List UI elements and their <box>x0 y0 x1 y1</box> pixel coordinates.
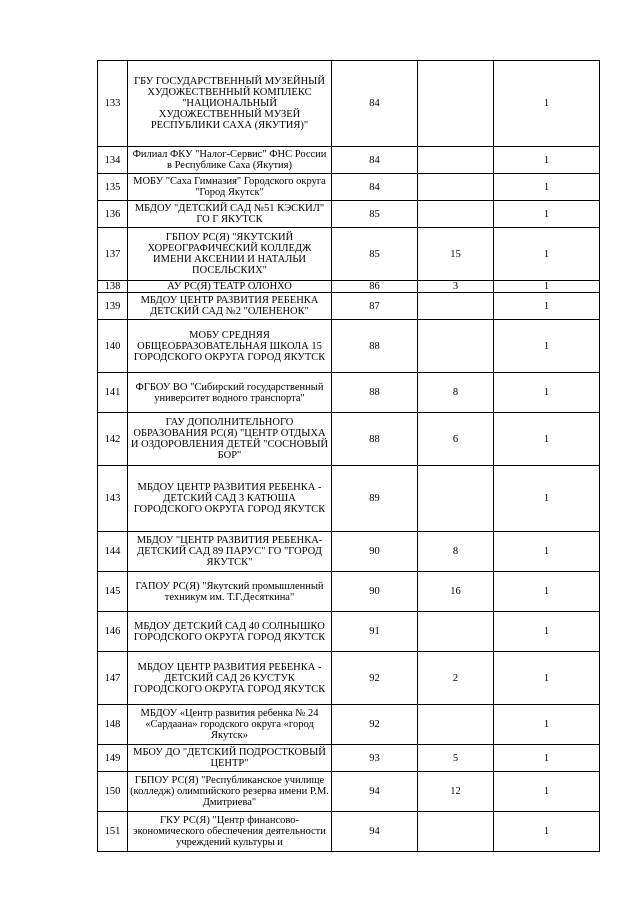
value-column-4: 3 <box>418 281 494 293</box>
value-column-5: 1 <box>494 320 600 373</box>
value-column-4: 12 <box>418 772 494 812</box>
row-number: 135 <box>98 174 128 201</box>
row-number: 141 <box>98 373 128 413</box>
table-row <box>98 466 600 532</box>
value-column-4: 6 <box>418 413 494 466</box>
row-number: 150 <box>98 772 128 812</box>
value-column-5: 1 <box>494 612 600 652</box>
row-number: 133 <box>98 61 128 147</box>
table-row <box>98 281 600 293</box>
row-number: 143 <box>98 466 128 532</box>
value-column-4 <box>418 61 494 147</box>
value-column-3: 87 <box>332 293 418 320</box>
organization-name: ГБУ ГОСУДАРСТВЕННЫЙ МУЗЕЙНЫЙ ХУДОЖЕСТВЕННЫЙ КОМПЛЕКС "НАЦИОНАЛЬНЫЙ ХУДОЖЕСТВЕННЫЙ МУЗЕЙ РЕСПУБЛИКИ САХА (ЯКУТИЯ)" <box>128 61 332 147</box>
row-number: 146 <box>98 612 128 652</box>
value-column-5: 1 <box>494 373 600 413</box>
value-column-3: 92 <box>332 652 418 705</box>
table-body <box>98 61 600 852</box>
value-column-4 <box>418 174 494 201</box>
value-column-3: 93 <box>332 745 418 772</box>
value-column-4: 8 <box>418 532 494 572</box>
organization-name: ГКУ РС(Я) "Центр финансово-экономического обеспечения деятельности учреждений культуры и <box>128 812 332 852</box>
value-column-3: 84 <box>332 174 418 201</box>
value-column-4 <box>418 705 494 745</box>
row-number: 149 <box>98 745 128 772</box>
row-number: 139 <box>98 293 128 320</box>
value-column-3: 88 <box>332 413 418 466</box>
value-column-4: 2 <box>418 652 494 705</box>
row-number: 134 <box>98 147 128 174</box>
value-column-3: 85 <box>332 228 418 281</box>
organization-name: МБДОУ ЦЕНТР РАЗВИТИЯ РЕБЕНКА - ДЕТСКИЙ САД 3 КАТЮША ГОРОДСКОГО ОКРУГА ГОРОД ЯКУТСК <box>128 466 332 532</box>
value-column-5: 1 <box>494 281 600 293</box>
organization-name: МБДОУ "ЦЕНТР РАЗВИТИЯ РЕБЕНКА-ДЕТСКИЙ САД 89 ПАРУС" ГО "ГОРОД ЯКУТСК" <box>128 532 332 572</box>
organization-name: МБДОУ ЦЕНТР РАЗВИТИЯ РЕБЕНКА ДЕТСКИЙ САД №2 "ОЛЕНЕНОК" <box>128 293 332 320</box>
organization-name: ГАПОУ РС(Я) "Якутский промышленный техникум им. Т.Г.Десяткина" <box>128 572 332 612</box>
value-column-5: 1 <box>494 147 600 174</box>
table-row <box>98 532 600 572</box>
row-number: 140 <box>98 320 128 373</box>
value-column-3: 94 <box>332 772 418 812</box>
row-number: 151 <box>98 812 128 852</box>
row-number: 138 <box>98 281 128 293</box>
value-column-3: 90 <box>332 532 418 572</box>
table-row <box>98 745 600 772</box>
row-number: 144 <box>98 532 128 572</box>
organization-name: МБДОУ ЦЕНТР РАЗВИТИЯ РЕБЕНКА - ДЕТСКИЙ САД 26 КУСТУК ГОРОДСКОГО ОКРУГА ГОРОД ЯКУТСК <box>128 652 332 705</box>
row-number: 148 <box>98 705 128 745</box>
organization-name: МБОУ ДО "ДЕТСКИЙ ПОДРОСТКОВЫЙ ЦЕНТР" <box>128 745 332 772</box>
value-column-3: 85 <box>332 201 418 228</box>
row-number: 136 <box>98 201 128 228</box>
value-column-3: 84 <box>332 61 418 147</box>
value-column-4 <box>418 612 494 652</box>
table-row <box>98 373 600 413</box>
value-column-5: 1 <box>494 174 600 201</box>
value-column-4: 5 <box>418 745 494 772</box>
row-number: 145 <box>98 572 128 612</box>
value-column-4 <box>418 812 494 852</box>
value-column-5: 1 <box>494 812 600 852</box>
table-row <box>98 772 600 812</box>
organization-name: АУ РС(Я) ТЕАТР ОЛОНХО <box>128 281 332 293</box>
organization-name: МОБУ "Саха Гимназия" Городского округа "Город Якутск" <box>128 174 332 201</box>
value-column-3: 91 <box>332 612 418 652</box>
value-column-5: 1 <box>494 413 600 466</box>
organization-name: МБДОУ «Центр развития ребенка № 24 «Сардаана» городского округа «город Якутск» <box>128 705 332 745</box>
value-column-3: 90 <box>332 572 418 612</box>
row-number: 142 <box>98 413 128 466</box>
organization-name: ФГБОУ ВО "Сибирский государственный университет водного транспорта" <box>128 373 332 413</box>
value-column-4: 15 <box>418 228 494 281</box>
value-column-4 <box>418 147 494 174</box>
value-column-5: 1 <box>494 201 600 228</box>
value-column-4 <box>418 320 494 373</box>
value-column-4: 8 <box>418 373 494 413</box>
table-row <box>98 413 600 466</box>
value-column-3: 88 <box>332 373 418 413</box>
table-row <box>98 61 600 147</box>
table-row <box>98 293 600 320</box>
organization-name: ГАУ ДОПОЛНИТЕЛЬНОГО ОБРАЗОВАНИЯ РС(Я) "ЦЕНТР ОТДЫХА И ОЗДОРОВЛЕНИЯ ДЕТЕЙ "СОСНОВЫЙ БОР" <box>128 413 332 466</box>
table-row <box>98 228 600 281</box>
value-column-5: 1 <box>494 652 600 705</box>
value-column-3: 94 <box>332 812 418 852</box>
row-number: 147 <box>98 652 128 705</box>
table-row <box>98 320 600 373</box>
value-column-5: 1 <box>494 745 600 772</box>
organization-name: ГБПОУ РС(Я) "ЯКУТСКИЙ ХОРЕОГРАФИЧЕСКИЙ КОЛЛЕДЖ ИМЕНИ АКСЕНИИ И НАТАЛЬИ ПОСЕЛЬСКИХ" <box>128 228 332 281</box>
organization-name: МБДОУ ДЕТСКИЙ САД 40 СОЛНЫШКО ГОРОДСКОГО ОКРУГА ГОРОД ЯКУТСК <box>128 612 332 652</box>
value-column-3: 84 <box>332 147 418 174</box>
table-row <box>98 174 600 201</box>
value-column-3: 86 <box>332 281 418 293</box>
value-column-5: 1 <box>494 61 600 147</box>
value-column-4 <box>418 201 494 228</box>
value-column-5: 1 <box>494 772 600 812</box>
value-column-3: 89 <box>332 466 418 532</box>
table-row <box>98 201 600 228</box>
organization-name: ГБПОУ РС(Я) "Республиканское училище (колледж) олимпийского резерва имени Р.М. Дмитриева" <box>128 772 332 812</box>
table-row <box>98 812 600 852</box>
value-column-5: 1 <box>494 705 600 745</box>
value-column-4: 16 <box>418 572 494 612</box>
value-column-5: 1 <box>494 466 600 532</box>
table-row <box>98 147 600 174</box>
value-column-5: 1 <box>494 293 600 320</box>
value-column-4 <box>418 466 494 532</box>
table-row <box>98 572 600 612</box>
value-column-3: 88 <box>332 320 418 373</box>
value-column-5: 1 <box>494 228 600 281</box>
row-number: 137 <box>98 228 128 281</box>
organization-name: МБДОУ "ДЕТСКИЙ САД №51 КЭСКИЛ" ГО Г ЯКУТСК <box>128 201 332 228</box>
value-column-5: 1 <box>494 572 600 612</box>
value-column-5: 1 <box>494 532 600 572</box>
value-column-3: 92 <box>332 705 418 745</box>
data-table <box>97 60 600 852</box>
table-row <box>98 652 600 705</box>
table-row <box>98 705 600 745</box>
value-column-4 <box>418 293 494 320</box>
organization-name: МОБУ СРЕДНЯЯ ОБЩЕОБРАЗОВАТЕЛЬНАЯ ШКОЛА 15 ГОРОДСКОГО ОКРУГА ГОРОД ЯКУТСК <box>128 320 332 373</box>
organization-name: Филиал ФКУ "Налог-Сервис" ФНС России в Республике Саха (Якутия) <box>128 147 332 174</box>
table-row <box>98 612 600 652</box>
